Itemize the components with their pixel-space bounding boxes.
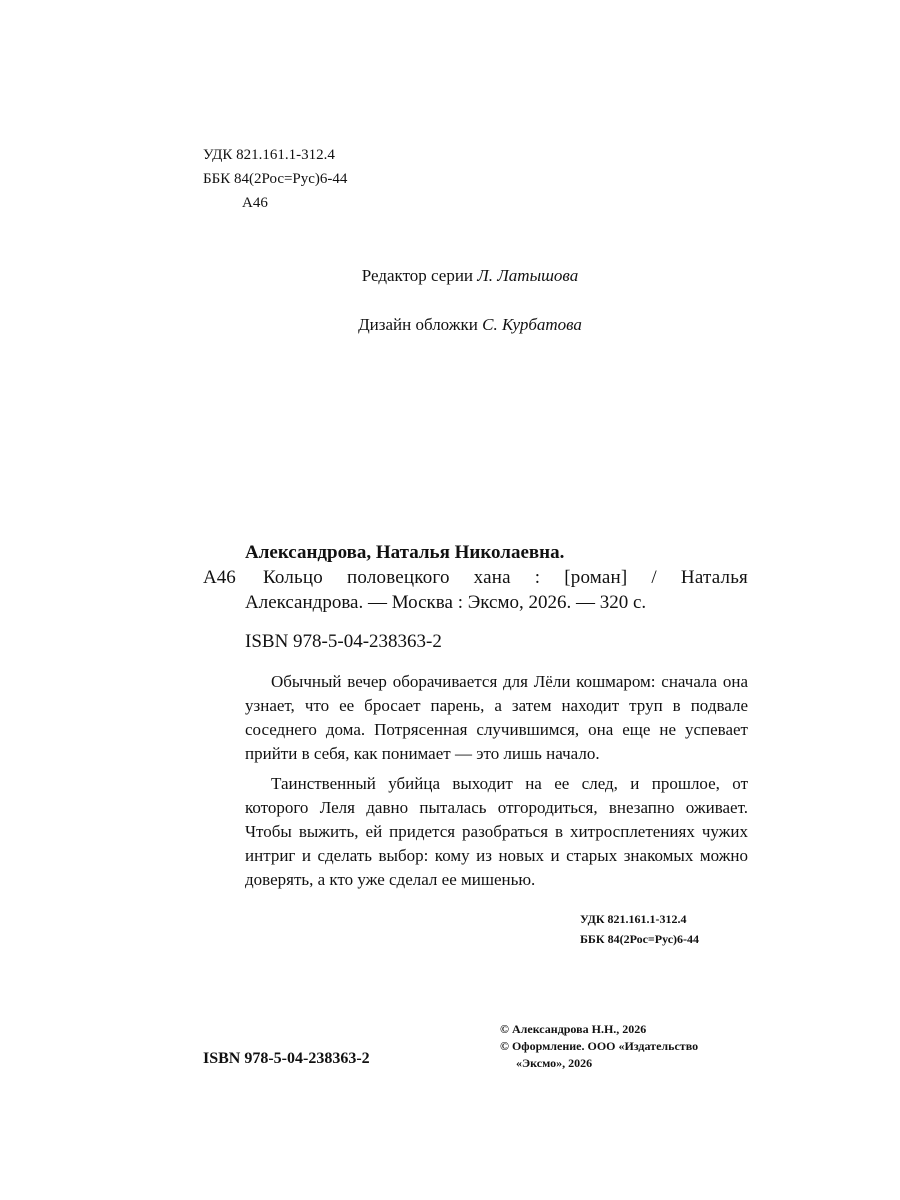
bibliographic-record [203, 540, 748, 898]
record-author-sign: А46 [203, 567, 236, 588]
copyright-design: © Оформление. ООО «Издательство [500, 1039, 699, 1053]
record-title: Кольцо половецкого хана : [роман] / Наталья [263, 567, 748, 588]
copyright-author: © Александрова Н.Н., 2026 [500, 1022, 647, 1036]
record-title-line [203, 565, 748, 590]
udk-code: УДК 821.161.1-312.4 [203, 147, 335, 163]
annotation [245, 670, 748, 892]
annotation-paragraph: Таинственный убийца выходит на ее след, и прошлое, от которого Леля давно пыталась отгородиться, внезапно оживает. Чтобы выжить, ей придется разобраться в хитросплетениях чужих интриг и сделать выбор: кому из новых и старых знакомых можно доверять, а кто уже сделал ее мишенью. [245, 774, 748, 889]
bbk-code: ББК 84(2Рос=Рус)6-44 [203, 171, 348, 187]
cover-design-label: Дизайн обложки [358, 315, 478, 334]
classification-block-right [580, 909, 699, 949]
udk-code-right: УДК 821.161.1-312.4 [580, 912, 687, 926]
footer-isbn: ISBN 978-5-04-238363-2 [203, 1050, 370, 1067]
copyright-design-cont: «Эксмо», 2026 [516, 1056, 593, 1070]
record-isbn: ISBN 978-5-04-238363-2 [245, 631, 442, 652]
bbk-code-right: ББК 84(2Рос=Рус)6-44 [580, 932, 700, 946]
record-author: Александрова, Наталья Николаевна. [245, 542, 565, 563]
cover-design-credit [0, 315, 900, 335]
series-editor-name: Л. Латышова [477, 266, 579, 285]
cover-design-name: С. Курбатова [482, 315, 582, 334]
record-imprint: Александрова. — Москва : Эксмо, 2026. — 320 с. [245, 592, 647, 613]
copyright-block [500, 1021, 800, 1072]
series-editor-credit [0, 266, 900, 286]
series-editor-label: Редактор серии [361, 266, 474, 285]
author-sign: А46 [242, 195, 268, 211]
classification-block-top [203, 143, 347, 215]
annotation-paragraph: Обычный вечер оборачивается для Лёли кошмаром: сначала она узнает, что ее бросает парень, а затем находит труп в подвале соседнего дома. Потрясенная случившимся, она еще не успевает прийти в себя, как понимает — это лишь начало. [245, 672, 748, 763]
